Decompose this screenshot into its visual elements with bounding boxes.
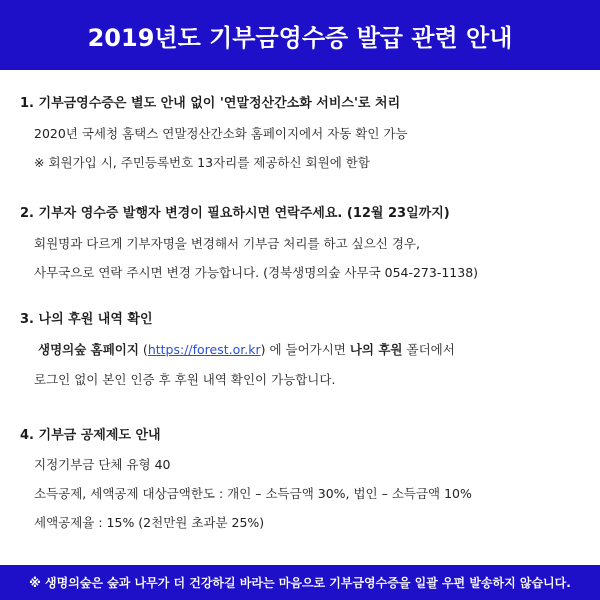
section-1-line-2: ※ 회원가입 시, 주민등록번호 13자리를 제공하신 회원에 한함 <box>34 155 370 170</box>
section-2-line-2: 사무국으로 연락 주시면 변경 가능합니다. (경북생명의숲 사무국 054-273-1138) <box>34 265 479 280</box>
header-banner <box>0 0 600 70</box>
section-3-line-2: 로그인 없이 본인 인증 후 후원 내역 확인이 가능합니다. <box>34 372 336 387</box>
homepage-link[interactable]: https://forest.or.kr <box>147 342 261 357</box>
section-2-line-1: 회원명과 다르게 기부자명을 변경해서 기부금 처리를 하고 싶으신 경우, <box>34 236 420 251</box>
footer-banner <box>0 565 600 600</box>
page-title: 2019년도 기부금영수증 발급 관련 안내 <box>87 23 513 52</box>
section-3-line-1 <box>38 342 455 358</box>
section-4-line-1: 지정기부금 단체 유형 40 <box>34 457 171 472</box>
footer-notice: ※ 생명의숲은 숲과 나무가 더 건강하길 바라는 마음으로 기부금영수증을 일괄 우편 발송하지 않습니다. <box>29 576 571 590</box>
section-4-line-2: 소득공제, 세액공제 대상금액한도 : 개인 – 소득금액 30%, 법인 – 소득금액 10% <box>34 486 472 501</box>
section-4-line-3: 세액공제율 : 15% (2천만원 초과분 25%) <box>34 515 265 530</box>
homepage-label: 생명의숲 홈페이지 <box>38 342 139 357</box>
section-3-heading: 3. 나의 후원 내역 확인 <box>20 312 153 327</box>
section-1-heading: 1. 기부금영수증은 별도 안내 없이 '연말정산간소화 서비스'로 처리 <box>20 96 401 111</box>
content <box>0 70 600 565</box>
section-4-heading: 4. 기부금 공제제도 안내 <box>20 428 161 443</box>
section-2-heading: 2. 기부자 영수증 발행자 변경이 필요하시면 연락주세요. (12월 23일까지) <box>20 206 450 221</box>
line-text-end: 폴더에서 <box>402 342 455 357</box>
paren-open: ( <box>138 342 148 357</box>
section-1-line-1: 2020년 국세청 홈택스 연말정산간소화 홈페이지에서 자동 확인 가능 <box>34 126 408 141</box>
line-text-middle: ) 에 들어가시면 <box>260 342 350 357</box>
my-donation-folder-label: 나의 후원 <box>349 342 403 357</box>
